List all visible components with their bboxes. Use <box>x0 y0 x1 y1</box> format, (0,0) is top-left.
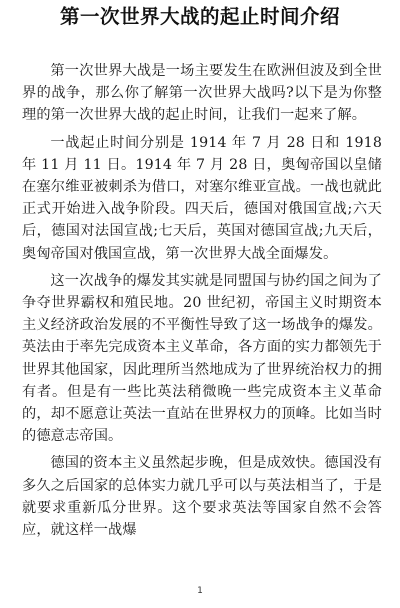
paragraph-dates: 一战起止时间分别是 1914 年 7 月 28 日和 1918 年 11 月 11 日。1914 年 7 月 28 日，奥匈帝国以皇储在塞尔维亚被刺杀为借口，对塞尔维亚宣战。一战也就此正式开始进入战争阶段。四天后，德国对俄国宣战;六天后，德国对法国宣战;七天后，英国对德国宣战;九天后，奥匈帝国对俄国宣战，第一次世界大战全面爆发。 <box>22 134 382 262</box>
paragraph-intro: 第一次世界大战是一场主要发生在欧洲但波及到全世界的战争，那么你了解第一次世界大战吗?以下是为你整理的第一次世界大战的起止时间，让我们一起来了解。 <box>22 63 382 124</box>
document-body <box>22 60 382 541</box>
document-title: 第一次世界大战的起止时间介绍 <box>59 5 340 28</box>
paragraph-causes: 这一次战争的爆发其实就是同盟国与协约国之间为了争夺世界霸权和殖民地。20 世纪初，帝国主义时期资本主义经济政治发展的不平衡性导致了这一场战争的爆发。英法由于率先完成资本主义革命，各方面的实力都领先于世界其他国家，因此理所当然地成为了世界统治权力的拥有者。但是有一些比英法稍微晚一些完成资本主义革命的，却不愿意让英法一直站在世界权力的顶峰。比如当时的德意志帝国。 <box>22 272 382 445</box>
paragraph-germany: 德国的资本主义虽然起步晚，但是成效快。德国没有多久之后国家的总体实力就几乎可以与英法相当了，于是就要求重新瓜分世界。这个要求英法等国家自然不会答应，就这样一战爆 <box>22 455 382 539</box>
page-number: 1 <box>197 586 203 596</box>
